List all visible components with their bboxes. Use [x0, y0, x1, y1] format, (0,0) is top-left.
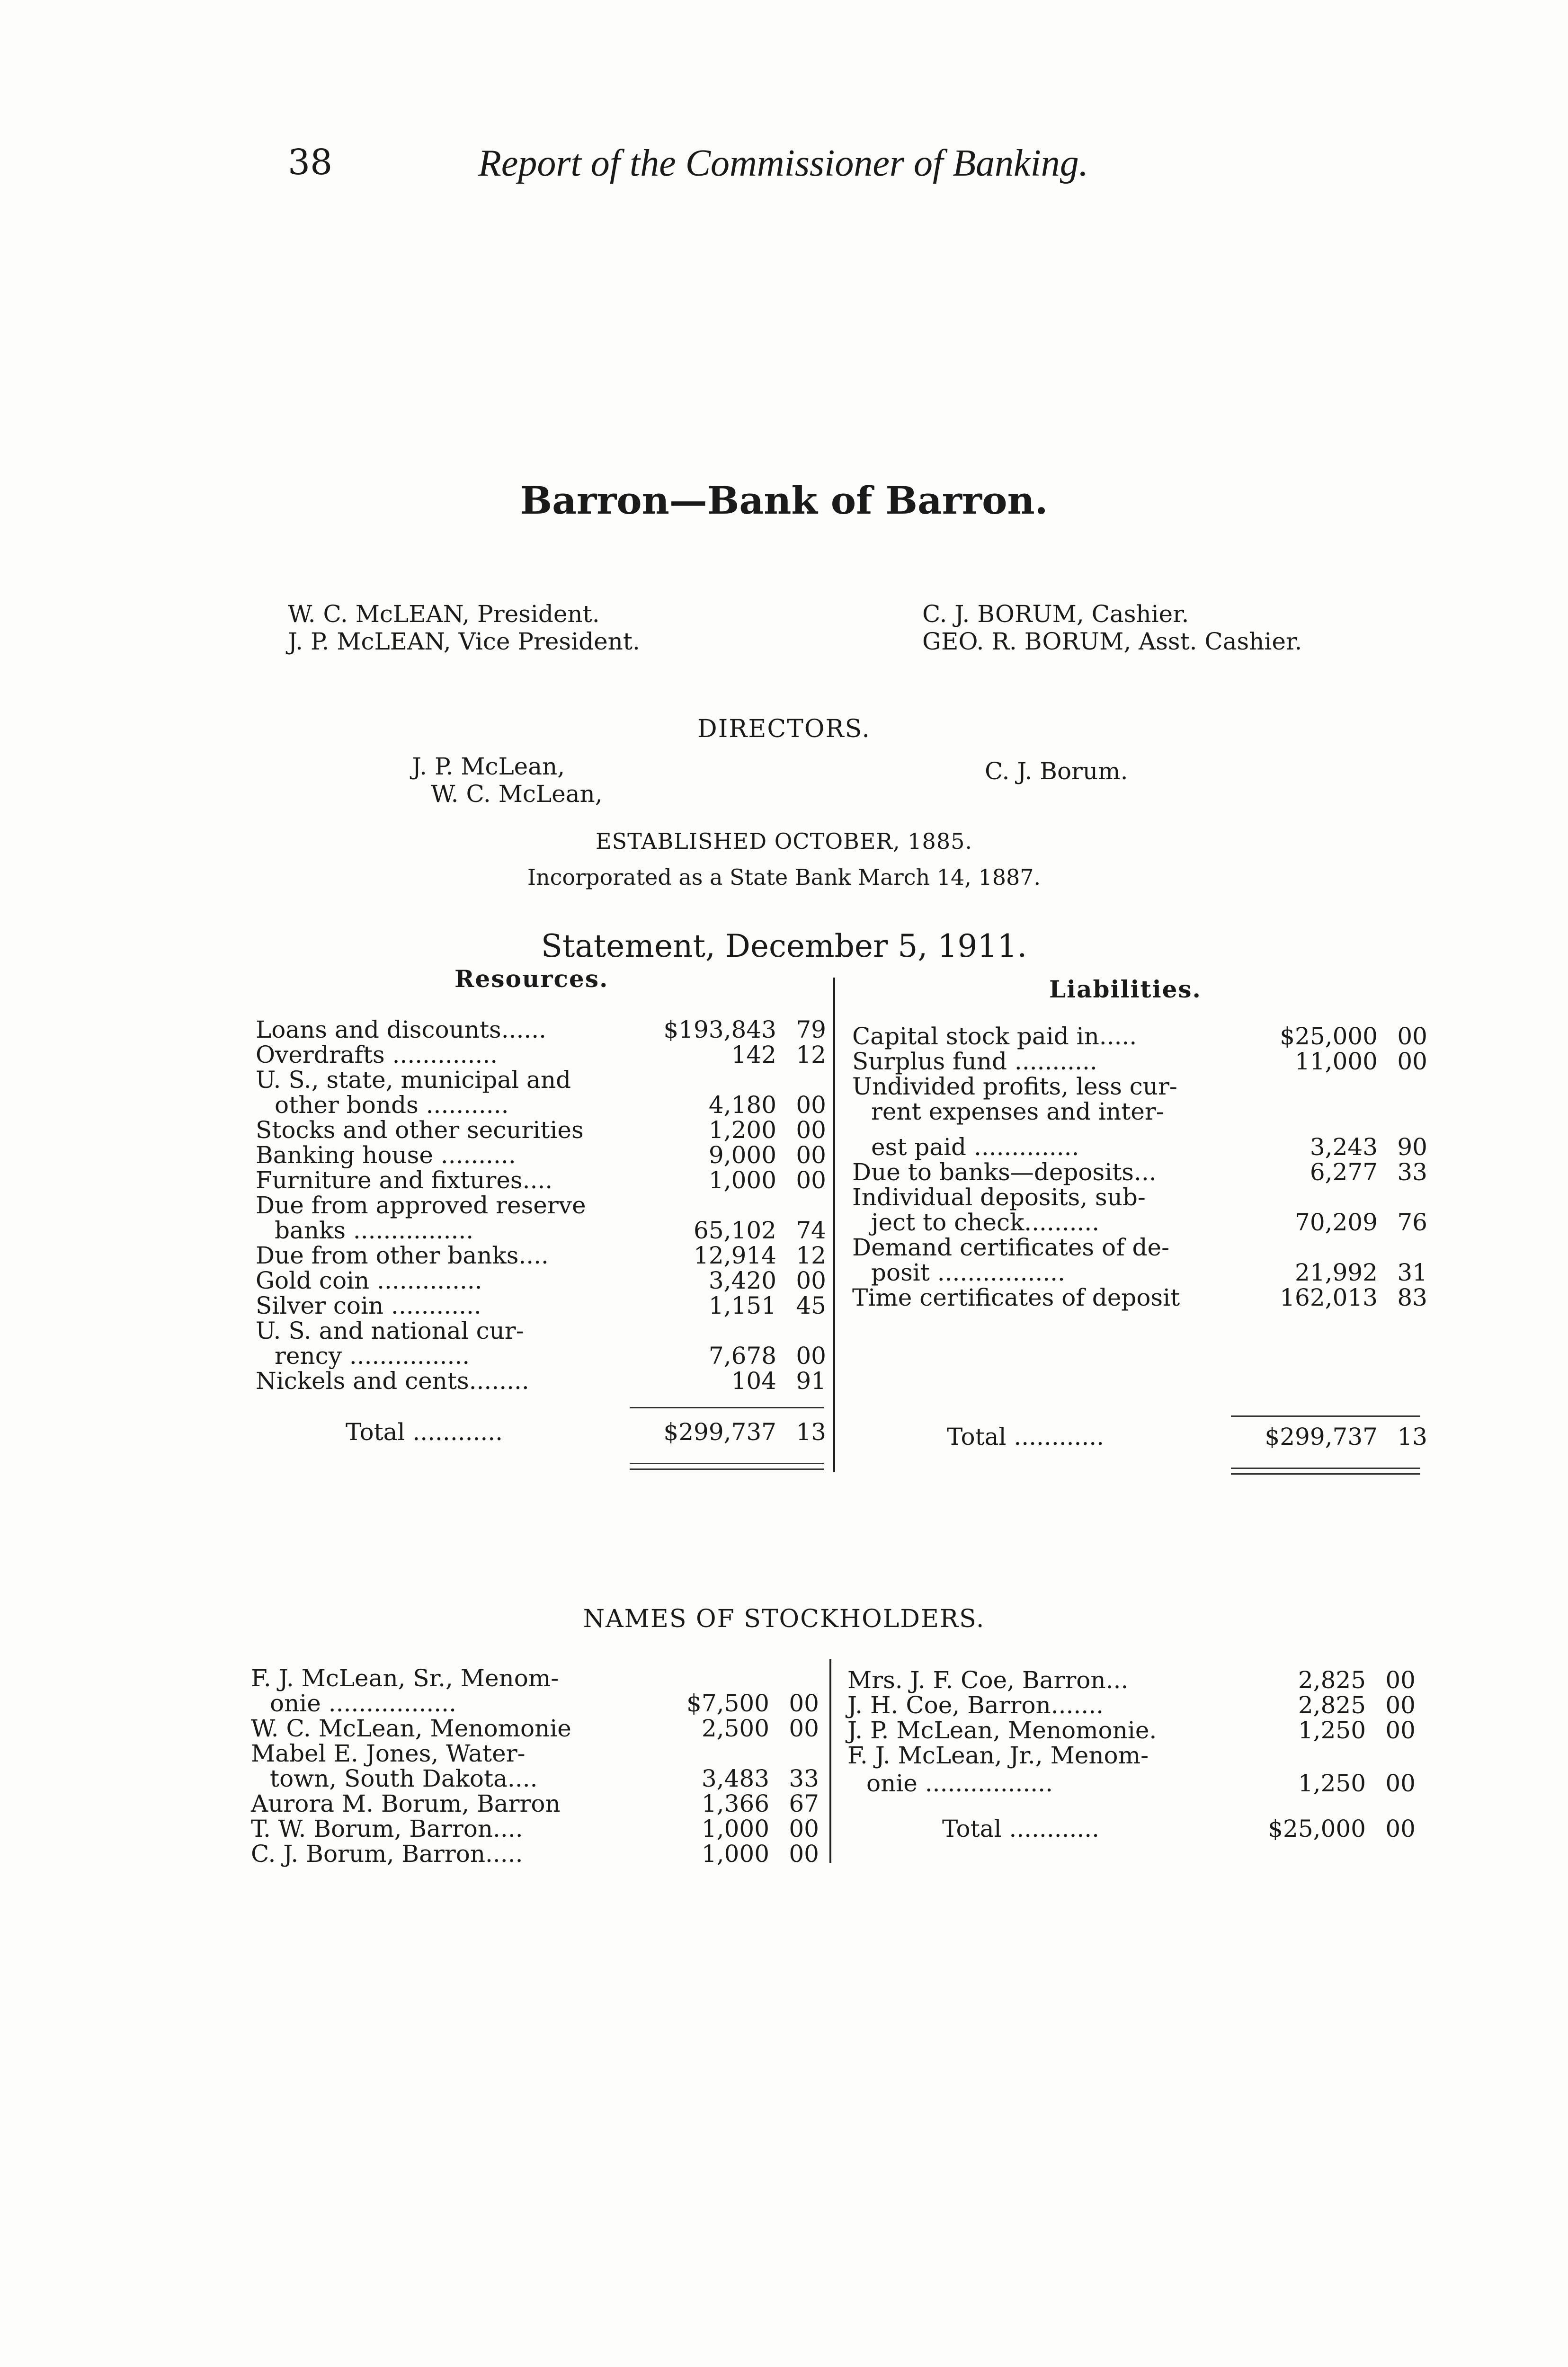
resources-double-rule — [630, 1463, 824, 1464]
entry-label: Due from other banks.... — [256, 1242, 549, 1269]
running-title: Report of the Commissioner of Banking. — [478, 142, 1088, 184]
entry-cents: 00 — [789, 1715, 819, 1742]
entry-dollars: $193,843 — [663, 1016, 776, 1043]
total-dollars: $299,737 — [1265, 1423, 1378, 1450]
entry-cents: 00 — [796, 1166, 826, 1194]
entry-cents: 00 — [1397, 1048, 1427, 1075]
resource-row — [256, 1117, 826, 1143]
liabilities-double-rule — [1231, 1473, 1420, 1475]
directors-heading: DIRECTORS. — [697, 715, 871, 743]
entry-label: Stocks and other securities — [256, 1116, 584, 1144]
entry-dollars: $25,000 — [1280, 1023, 1378, 1050]
stockholder-row — [251, 1791, 819, 1816]
entry-label: Capital stock paid in..... — [852, 1023, 1137, 1050]
director-name: J. P. McLean, — [412, 753, 565, 780]
entry-cents: 79 — [796, 1016, 826, 1043]
total-cents: 13 — [1397, 1423, 1427, 1450]
resources-heading: Resources. — [454, 965, 609, 993]
entry-cents: 00 — [796, 1342, 826, 1370]
total-dollars: $299,737 — [663, 1418, 776, 1446]
stockholder-row — [251, 1741, 819, 1766]
officer-line: C. J. BORUM, Cashier. — [922, 600, 1189, 628]
liability-row — [852, 1210, 1427, 1235]
entry-label: Loans and discounts...... — [256, 1016, 547, 1043]
entry-dollars: 1,151 — [708, 1292, 776, 1319]
stockholder-row — [847, 1667, 1416, 1693]
liabilities-double-rule — [1231, 1468, 1420, 1469]
liability-row — [852, 1099, 1427, 1124]
officers-left — [288, 600, 640, 655]
stockholder-row — [251, 1766, 819, 1791]
total-row — [847, 1816, 1416, 1842]
resource-row — [256, 1368, 826, 1394]
entry-label: Demand certificates of de- — [852, 1234, 1169, 1261]
entry-dollars: 4,180 — [708, 1091, 776, 1119]
entry-cents: 00 — [796, 1091, 826, 1119]
entry-label: F. J. McLean, Sr., Menom- — [251, 1664, 559, 1692]
liability-row — [852, 1260, 1427, 1285]
resource-row — [256, 1218, 826, 1243]
total-row — [852, 1424, 1427, 1450]
entry-dollars: 21,992 — [1295, 1259, 1378, 1286]
stockholder-row — [251, 1691, 819, 1716]
resource-row — [256, 1167, 826, 1193]
entry-label: J. H. Coe, Barron....... — [847, 1691, 1104, 1719]
liability-row — [852, 1023, 1427, 1049]
resource-row — [256, 1017, 826, 1042]
total-cents: 00 — [1385, 1815, 1416, 1842]
entry-dollars: 104 — [731, 1367, 776, 1395]
directors-left — [412, 753, 603, 808]
entry-dollars: 2,500 — [701, 1715, 769, 1742]
entry-label: Due from approved reserve — [256, 1192, 586, 1219]
entry-dollars: 2,825 — [1298, 1691, 1366, 1719]
entry-dollars: 1,366 — [701, 1790, 769, 1817]
entry-label: onie ................. — [866, 1770, 1053, 1797]
stockholder-row — [847, 1743, 1416, 1768]
page-number: 38 — [288, 142, 333, 183]
liability-row — [852, 1134, 1427, 1160]
resource-row — [256, 1268, 826, 1293]
resource-row — [256, 1293, 826, 1318]
entry-cents: 00 — [789, 1840, 819, 1868]
stockholders-heading: NAMES OF STOCKHOLDERS. — [583, 1605, 985, 1633]
statement-title: Statement, December 5, 1911. — [541, 928, 1027, 964]
total-row — [256, 1419, 826, 1445]
liability-row — [852, 1285, 1427, 1310]
officer-line: GEO. R. BORUM, Asst. Cashier. — [922, 628, 1302, 655]
entry-cents: 90 — [1397, 1133, 1427, 1161]
entry-cents: 33 — [789, 1765, 819, 1792]
entry-cents: 91 — [796, 1367, 826, 1395]
stockholder-row — [251, 1665, 819, 1691]
resources-total-rule — [630, 1407, 824, 1408]
entry-label: Mabel E. Jones, Water- — [251, 1740, 526, 1767]
entry-cents: 00 — [796, 1267, 826, 1294]
entry-dollars: 1,000 — [708, 1166, 776, 1194]
entry-label: Nickels and cents........ — [256, 1367, 529, 1395]
entry-dollars: 1,000 — [701, 1840, 769, 1868]
entry-cents: 00 — [1385, 1691, 1416, 1719]
entry-dollars: 12,914 — [694, 1242, 776, 1269]
entry-cents: 00 — [1385, 1770, 1416, 1797]
total-label: Total ............ — [942, 1815, 1100, 1842]
entry-dollars: 1,000 — [701, 1815, 769, 1842]
entry-label: Furniture and fixtures.... — [256, 1166, 553, 1194]
entry-label: posit ................. — [871, 1259, 1065, 1286]
entry-cents: 00 — [789, 1690, 819, 1717]
liability-row — [852, 1235, 1427, 1260]
entry-label: C. J. Borum, Barron..... — [251, 1840, 523, 1868]
liability-row — [852, 1074, 1427, 1099]
resource-row — [256, 1243, 826, 1268]
entry-label: Banking house .......... — [256, 1141, 516, 1169]
entry-label: banks ................ — [275, 1217, 474, 1244]
entry-cents: 00 — [796, 1116, 826, 1144]
entry-label: Undivided profits, less cur- — [852, 1073, 1177, 1100]
entry-cents: 12 — [796, 1242, 826, 1269]
stockholder-row — [847, 1717, 1416, 1743]
directors-right — [985, 757, 1128, 785]
entry-dollars: 3,243 — [1310, 1133, 1378, 1161]
entry-cents: 00 — [796, 1141, 826, 1169]
entry-cents: 76 — [1397, 1209, 1427, 1236]
entry-cents: 12 — [796, 1041, 826, 1068]
entry-cents: 83 — [1397, 1284, 1427, 1311]
total-dollars: $25,000 — [1268, 1815, 1366, 1842]
liability-row — [852, 1184, 1427, 1210]
liability-row — [852, 1049, 1427, 1074]
entry-label: U. S. and national cur- — [256, 1317, 524, 1344]
entry-label: est paid .............. — [871, 1133, 1079, 1161]
resources-double-rule — [630, 1468, 824, 1470]
bank-title: Barron—Bank of Barron. — [520, 478, 1048, 523]
director-name: W. C. McLean, — [431, 780, 603, 808]
entry-label: Overdrafts .............. — [256, 1041, 498, 1068]
entry-dollars: 1,250 — [1298, 1717, 1366, 1744]
statement-divider — [833, 978, 835, 1472]
stockholders-divider — [829, 1659, 831, 1863]
entry-dollars: 6,277 — [1310, 1158, 1378, 1186]
resource-row — [256, 1318, 826, 1344]
entry-dollars: 1,200 — [708, 1116, 776, 1144]
entry-label: Due to banks—deposits... — [852, 1158, 1157, 1186]
entry-label: Time certificates of deposit — [852, 1284, 1180, 1311]
entry-label: W. C. McLean, Menomonie — [251, 1715, 571, 1742]
entry-dollars: 1,250 — [1298, 1770, 1366, 1797]
entry-cents: 67 — [789, 1790, 819, 1817]
established-line: ESTABLISHED OCTOBER, 1885. — [596, 828, 972, 854]
resource-row — [256, 1042, 826, 1068]
liability-row — [852, 1159, 1427, 1185]
officer-line: J. P. McLEAN, Vice President. — [288, 628, 640, 655]
entry-cents: 00 — [1397, 1023, 1427, 1050]
entry-cents: 00 — [1385, 1666, 1416, 1694]
entry-dollars: 65,102 — [694, 1217, 776, 1244]
stockholder-row — [251, 1841, 819, 1867]
entry-label: onie ................. — [270, 1690, 456, 1717]
stockholder-row — [847, 1692, 1416, 1718]
entry-label: Gold coin .............. — [256, 1267, 482, 1294]
entry-label: F. J. McLean, Jr., Menom- — [847, 1742, 1149, 1769]
entry-label: U. S., state, municipal and — [256, 1066, 571, 1094]
stockholder-row — [251, 1716, 819, 1741]
total-label: Total ............ — [346, 1418, 503, 1446]
entry-label: Surplus fund ........... — [852, 1048, 1097, 1075]
total-cents: 13 — [796, 1418, 826, 1446]
incorporated-line: Incorporated as a State Bank March 14, 1887. — [527, 864, 1041, 890]
entry-label: rent expenses and inter- — [871, 1098, 1164, 1125]
resource-row — [256, 1092, 826, 1118]
entry-label: J. P. McLean, Menomonie. — [847, 1717, 1157, 1744]
entry-label: other bonds ........... — [275, 1091, 509, 1119]
director-name: C. J. Borum. — [985, 757, 1128, 785]
entry-dollars: 3,420 — [708, 1267, 776, 1294]
entry-cents: 74 — [796, 1217, 826, 1244]
resource-row — [256, 1067, 826, 1093]
entry-label: Silver coin ............ — [256, 1292, 481, 1319]
entry-dollars: 3,483 — [701, 1765, 769, 1792]
liabilities-heading: Liabilities. — [1049, 975, 1202, 1003]
entry-label: town, South Dakota.... — [270, 1765, 538, 1792]
entry-cents: 33 — [1397, 1158, 1427, 1186]
total-label: Total ............ — [947, 1423, 1105, 1450]
entry-label: rency ................ — [275, 1342, 470, 1370]
resource-row — [256, 1142, 826, 1168]
entry-cents: 31 — [1397, 1259, 1427, 1286]
entry-dollars: 11,000 — [1295, 1048, 1378, 1075]
entry-dollars: 70,209 — [1295, 1209, 1378, 1236]
entry-dollars: $7,500 — [686, 1690, 769, 1717]
entry-cents: 45 — [796, 1292, 826, 1319]
entry-cents: 00 — [1385, 1717, 1416, 1744]
entry-label: ject to check.......... — [871, 1209, 1100, 1236]
resource-row — [256, 1192, 826, 1218]
entry-dollars: 162,013 — [1280, 1284, 1378, 1311]
entry-label: T. W. Borum, Barron.... — [251, 1815, 523, 1842]
entry-dollars: 142 — [731, 1041, 776, 1068]
entry-label: Mrs. J. F. Coe, Barron... — [847, 1666, 1129, 1694]
entry-cents: 00 — [789, 1815, 819, 1842]
officer-line: W. C. McLEAN, President. — [288, 600, 600, 628]
entry-label: Individual deposits, sub- — [852, 1184, 1146, 1211]
stockholder-row — [847, 1771, 1416, 1796]
officers-right — [922, 600, 1302, 655]
stockholder-row — [251, 1816, 819, 1842]
entry-label: Aurora M. Borum, Barron — [251, 1790, 561, 1817]
liabilities-total-rule — [1231, 1415, 1420, 1417]
resource-row — [256, 1343, 826, 1369]
entry-dollars: 9,000 — [708, 1141, 776, 1169]
entry-dollars: 7,678 — [708, 1342, 776, 1370]
entry-dollars: 2,825 — [1298, 1666, 1366, 1694]
